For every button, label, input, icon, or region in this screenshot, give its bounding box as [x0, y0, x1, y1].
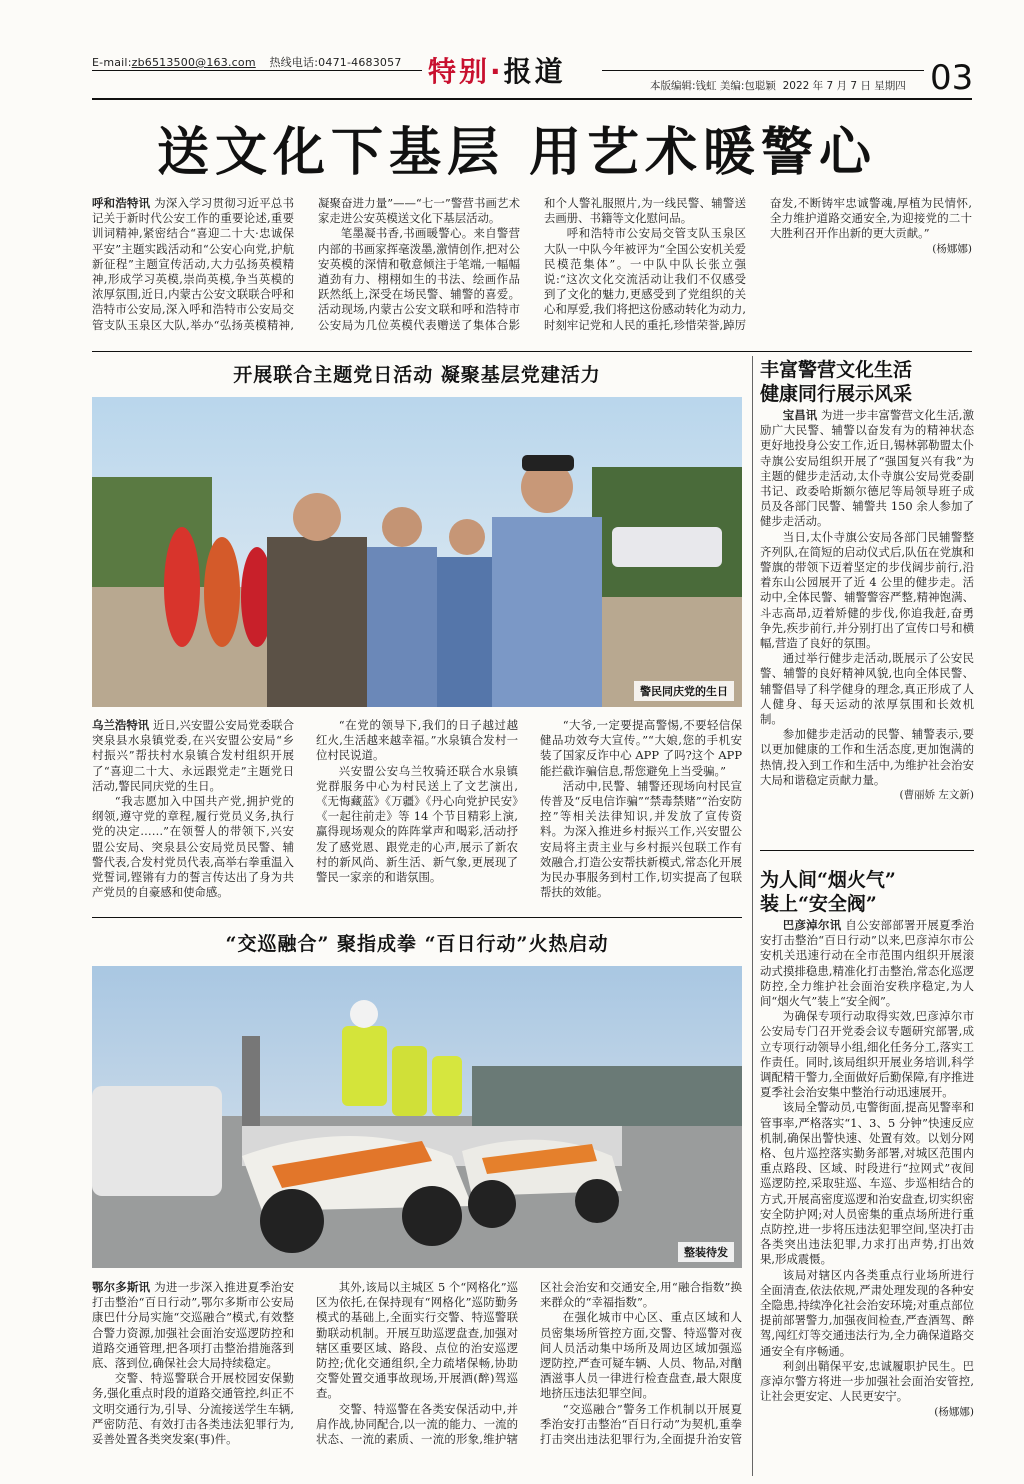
paragraph: 笔墨凝书香,书画暖警心。来自警营内部的书画家挥毫泼墨,激情创作,把对公安英模的深情和敬意倾注于笔端,一幅幅遒劲有力、栩栩如生的书法、绘画作品跃然纸上,深受在场民警、辅警的喜爱。活动现场,内蒙古公安文联和呼和浩特市公安局为几位英模代表赠送了集体合影和个人警礼服照片,为一线民警、辅警送去画册、书籍等文化慰问品。 — [318, 196, 746, 332]
paragraph: 当日,太仆寺旗公安局各部门民辅警整齐列队,在简短的启动仪式后,队伍在党旗和警旗的带领下迈着坚定的步伐阔步前行,沿着东山公园展开了近 4 公里的健步走。活动中,全体民警、辅警警容严整,精神饱满、斗志高昂,迈着矫健的步伐,你追我赶,奋勇争先,疾步前行,并分别打出了宣传口号和横幅,营造了良好的氛围。 — [760, 529, 974, 651]
header-rule-right — [602, 70, 924, 71]
hotline-number: 0471-4683057 — [318, 56, 402, 69]
party-day-article — [92, 718, 742, 910]
patrol-photo — [92, 966, 742, 1268]
paragraph: 在强化城市中心区、重点区域和人员密集场所管控方面,交警、特巡警对夜间人员活动集中场所及周边区域加强巡逻防控,严查可疑车辆、人员、物品,对酗酒滋事人员一律进行检查盘查,最大限度地挤压违法犯罪空间。 — [540, 1310, 742, 1401]
article-title: 开展联合主题党日活动 凝聚基层党建活力 — [233, 364, 601, 386]
edition-info — [650, 78, 906, 93]
hotline-label: 热线电话: — [269, 56, 319, 69]
health-walk-article — [760, 408, 974, 838]
byline: (曹丽娇 左文新) — [899, 789, 974, 802]
divider — [92, 917, 742, 918]
section-title: 特别·报道 — [428, 55, 566, 88]
email-address[interactable]: zb6513500@163.com — [131, 56, 256, 69]
paragraph: 通过举行健步走活动,既展示了公安民警、辅警的良好精神风貌,也向全体民警、辅警倡导了科学健身的理念,真正形成了人人健身、每天运动的浓厚氛围和长效机制。 — [760, 651, 974, 727]
photo-caption: 整装待发 — [678, 1242, 734, 1262]
paragraph: 为确保专项行动取得实效,巴彦淖尔市公安局专门召开党委会议专题研究部署,成立专项行动领导小组,细化任务分工,落实工作责任。同时,该局组织开展业务培训,科学调配精干警力,全面做好后勤保障,有序推进夏季社会治安集中整治行动迅速展开。 — [760, 1009, 974, 1100]
paragraph: 活动中,民警、辅警还现场向村民宣传普及“反电信诈骗”“禁毒禁赌”“治安防控”等相关法律知识,并发放了宣传资料。为深入推进乡村振兴工作,兴安盟公安局将主责主业与乡村振兴包联工作有效融合,打造公安帮扶新模式,常态化开展为民办事服务到村工作,切实提高了包联帮扶的效能。 — [540, 778, 742, 900]
photo-caption: 警民同庆党的生日 — [634, 681, 734, 701]
party-day-photo-illustration — [92, 397, 742, 707]
main-headline: 送文化下基层 用艺术暖警心 — [156, 122, 878, 183]
editors: 本版编辑:钱虹 美编:包聪颖 — [650, 80, 776, 92]
paragraph: 乌兰浩特讯 近日,兴安盟公安局党委联合突泉县水泉镇党委,在兴安盟公安局“乡村振兴”帮扶村水泉镇合发村组织开展了“喜迎二十大、永远跟党走”主题党日活动,警民同庆党的生日。 — [92, 718, 294, 793]
paragraph: “我志愿加入中国共产党,拥护党的纲领,遵守党的章程,履行党员义务,执行党的决定……”在领誓人的带领下,兴安盟公安局、突泉县公安局党员民警、辅警代表,合发村党员代表,高举右拳重温入党誓词,铿锵有力的誓言传达出了身为共产党员的自豪感和使命感。 — [92, 794, 294, 900]
paragraph: 交警、特巡警联合开展校园安保勤务,强化重点时段的道路交通管控,纠正不文明交通行为,引导、分流接送学生车辆,严密防范、有效打击各类违法犯罪行为,妥善处置各类突发案(事)件。 — [92, 1371, 294, 1447]
paragraph: 交警、特巡警在各类安保活动中,并肩作战,协同配合,以一流的能力、一流的状态、一流的素质、一流的形象,维护辖区社会治安和交通安全,用“融合指数”换来群众的“幸福指数”。 — [316, 1280, 742, 1447]
masthead-contact — [92, 54, 402, 70]
article-title: 丰富警营文化生活 健康同行展示风采 — [760, 359, 913, 405]
byline: (杨娜娜) — [934, 1405, 974, 1418]
email-label: E-mail: — [92, 56, 132, 69]
article-title: 为人间“烟火气” 装上“安全阀” — [760, 869, 896, 915]
column-divider — [752, 356, 753, 1476]
safety-valve-article — [760, 918, 974, 1470]
issue-date: 2022 年 7 月 7 日 星期四 — [782, 80, 906, 92]
header-rule-left — [92, 70, 422, 71]
paragraph: “在党的领导下,我们的日子越过越红火,生活越来越幸福。”水泉镇合发村一位村民说道。 — [316, 718, 518, 763]
paragraph: “交巡融合”警务工作机制以开展夏季治安打击整治“百日行动”为契机,重拳打击突出违法犯罪行为,全面提升治安管 — [540, 1401, 742, 1447]
paragraph: 其外,该局以主城区 5 个“网格化”巡区为依托,在保持现有“网格化”巡防勤务模式的基础上,全面实行交警、特巡警联勤联动机制。开展互助巡逻盘查,加强对辖区重要区域、路段、点位的治安巡逻防控;优化交通组织,全力疏堵保畅,协助交警处置交通事故现场,开展酒(醉)驾巡查。 — [316, 1280, 518, 1401]
patrol-photo-illustration — [92, 966, 742, 1268]
paragraph: 该局对辖区内各类重点行业场所进行全面清查,依法依规,严肃处理发现的各种安全隐患,持续净化社会治安环境;对重点部位提前部署警力,加强夜间检查,严查酒驾、醉驾,闯红灯等交通违法行为,全力确保道路交通安全有序畅通。 — [760, 1267, 974, 1358]
paragraph: 利剑出鞘保平安,忠诚履职护民生。巴彦淖尔警方将进一步加强社会面治安管控,让社会更安定、人民更安宁。 — [760, 1358, 974, 1404]
divider — [760, 850, 974, 851]
paragraph: 呼和浩特市公安局交管支队玉泉区大队一中队今年被评为“全国公安机关爱民模范集体”。一中队中队长张立强说:“这次文化交流活动让我们不仅感受到了文化的魅力,更感受到了党组织的关心和厚爱,我们将把这份感动转化为动力,时刻牢记党和人民的重托,珍惜荣誉,踔厉奋发,不断铸牢忠诚警魂,厚植为民情怀,全力维护道路交通安全,为迎接党的二十大胜利召开作出新的更大贡献。” — [544, 196, 972, 332]
party-day-photo — [92, 397, 742, 707]
patrol-article — [92, 1280, 742, 1470]
paragraph: “大爷,一定要提高警惕,不要轻信保健品功效夸大宣传。”“大娘,您的手机安装了国家反诈中心 APP 了吗?这个 APP 能拦截诈骗信息,帮您避免上当受骗。” — [540, 718, 742, 778]
paragraph: 兴安盟公安乌兰牧骑还联合水泉镇党群服务中心为村民送上了文艺演出,《无悔藏蓝》《万疆》《丹心向党护民安》《一起往前走》等 14 个节目精彩上演,赢得现场观众的阵阵掌声和喝彩,活动抒发了感党恩、跟党走的心声,展示了新农村的新风尚、新生活、新气象,更展现了警民一家亲的和谐氛围。 — [316, 763, 518, 885]
paragraph: 鄂尔多斯讯 为进一步深入推进夏季治安打击整治“百日行动”,鄂尔多斯市公安局康巴什分局实施“交巡融合”模式,有效整合警力资源,加强社会面治安巡逻防控和道路交通管理,把各项打击整治措施落到底、落到位,确保社会大局持续稳定。 — [92, 1280, 294, 1371]
header-rule-bottom — [92, 98, 972, 100]
divider — [92, 351, 972, 352]
paragraph: 该局全警动员,屯警街面,提高见警率和管事率,严格落实“1、3、5 分钟”快速反应机制,确保出警快速、处置有效。以划分网格、包片巡控落实勤务部署,对城区范围内重点路段、区域、时段进行“拉网式”夜间巡逻防控,采取驻巡、车巡、步巡相结合的方式,开展高密度巡逻和治安盘查,切实织密安全防护网;对人员密集的重点场所进行重点防控,进一步将压违法犯罪空间,坚决打击各类突出违法犯罪,力求打出声势,打出效果,形成震慑。 — [760, 1100, 974, 1267]
paragraph: 呼和浩特讯 为深入学习贯彻习近平总书记关于新时代公安工作的重要论述,重要训词精神,紧密结合“喜迎二十大·忠诚保平安”主题实践活动和“公安心向党,护航新征程”主题宣传活动,大力弘扬英模精神,形成学习英模,崇尚英模,争当英模的浓厚氛围,近日,内蒙古公安文联联合呼和浩特市公安局,深入呼和浩特市公安局交管支队玉泉区大队,举办“弘扬英模精神,凝聚奋进力量”——“七一”警营书画艺术家走进公安英模送文化下基层活动。 — [92, 196, 520, 332]
paragraph: 巴彦淖尔讯 自公安部部署开展夏季治安打击整治“百日行动”以来,巴彦淖尔市公安机关迅速行动在全市范围内组织开展滚动式摸排稳患,精准化打击整治,常态化巡逻防控,全力维护社会面治安秩序稳定,为人间“烟火气”装上“安全阀”。 — [760, 918, 974, 1009]
lead-article — [92, 196, 972, 346]
article-title: “交巡融合” 聚指成拳 “百日行动”火热启动 — [225, 933, 609, 955]
paragraph: 参加健步走活动的民警、辅警表示,要以更加健康的工作和生活态度,更加饱满的热情,投入到工作和生活中,为维护社会治安大局和谐稳定贡献力量。 — [760, 727, 974, 787]
byline: (杨娜娜) — [932, 242, 972, 255]
paragraph: 宝昌讯 为进一步丰富警营文化生活,激励广大民警、辅警以奋发有为的精神状态更好地投身公安工作,近日,锡林郭勒盟太仆寺旗公安局组织开展了“强国复兴有我”为主题的健步走活动,太仆寺旗公安局党委副书记、政委哈斯额尔德尼等局领导班子成员及各部门民警、辅警共 150 余人参加了健步走活动。 — [760, 408, 974, 529]
page-number: 03 — [930, 58, 974, 98]
